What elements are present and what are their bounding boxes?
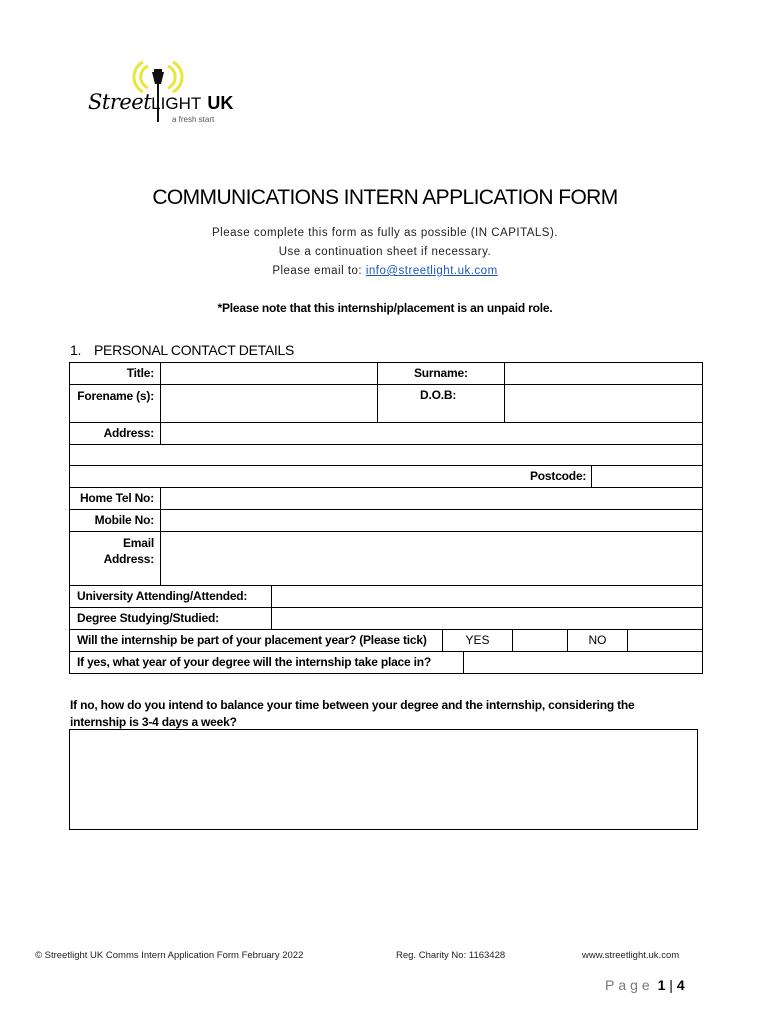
section-title: PERSONAL CONTACT DETAILS: [94, 342, 294, 358]
degree-label: Degree Studying/Studied:: [77, 611, 219, 625]
logo-brand-uk: UK: [207, 93, 234, 113]
dob-field[interactable]: [505, 385, 702, 422]
surname-label: Surname:: [414, 366, 468, 380]
no-tick-box[interactable]: [628, 630, 702, 651]
logo-brand-light: LIGHT: [151, 94, 202, 113]
streetlight-logo: [88, 58, 248, 130]
yes-label: YES: [465, 633, 490, 647]
page-label: Page: [605, 977, 654, 993]
title-label: Title:: [126, 366, 154, 380]
forename-field[interactable]: [161, 385, 377, 422]
form-title: COMMUNICATIONS INTERN APPLICATION FORM: [152, 186, 618, 209]
university-label: University Attending/Attended:: [77, 589, 248, 603]
email-field[interactable]: [161, 532, 702, 585]
email-label: Email Address:: [103, 536, 154, 566]
mobile-field[interactable]: [161, 510, 702, 531]
instruction-line-3: [0, 265, 770, 277]
address-line-2-field[interactable]: [70, 445, 702, 465]
address-label: Address:: [103, 426, 154, 440]
page-total: 4: [676, 977, 685, 993]
instruction-line-2: Use a continuation sheet if necessary.: [278, 246, 492, 258]
email-link[interactable]: info@streetlight.uk.com: [365, 265, 498, 277]
footer-website: www.streetlight.uk.com: [582, 950, 680, 961]
balance-question: If no, how do you intend to balance your time between your degree and the internship, considering the internship is 3-4 days a week?: [70, 698, 635, 729]
unpaid-note: *Please note that this internship/placement is an unpaid role.: [217, 301, 553, 315]
surname-field[interactable]: [505, 363, 702, 384]
section-heading: [70, 342, 294, 358]
which-year-label: If yes, what year of your degree will the internship take place in?: [77, 655, 432, 669]
footer-copyright: © Streetlight UK Comms Intern Application Form February 2022: [35, 950, 304, 961]
which-year-field[interactable]: [464, 652, 702, 673]
email-prefix: Please email to:: [272, 265, 366, 277]
page-number: Page 1 | 4: [605, 977, 685, 993]
home-tel-field[interactable]: [161, 488, 702, 509]
university-field[interactable]: [272, 586, 702, 607]
logo-tagline: a fresh start: [172, 115, 215, 124]
page-current: 1: [657, 977, 666, 993]
title-field[interactable]: [161, 363, 377, 384]
mobile-label: Mobile No:: [94, 513, 154, 527]
forename-label: Forename (s):: [77, 389, 154, 403]
yes-tick-box[interactable]: [513, 630, 567, 651]
postcode-field[interactable]: [592, 466, 702, 487]
dob-label: D.O.B:: [420, 388, 457, 402]
home-tel-label: Home Tel No:: [79, 491, 154, 505]
address-field[interactable]: [161, 423, 702, 444]
footer-charity: Reg. Charity No: 1163428: [396, 950, 506, 961]
placement-year-label: Will the internship be part of your placement year? (Please tick): [77, 633, 427, 647]
section-number: 1.: [70, 342, 82, 358]
logo-brand: Street: [88, 90, 152, 114]
address-line-3-field[interactable]: [70, 466, 500, 487]
no-label: NO: [588, 633, 607, 647]
degree-field[interactable]: [272, 608, 702, 629]
balance-answer-box[interactable]: [69, 729, 698, 830]
instruction-line-1: Please complete this form as fully as possible (IN CAPITALS).: [211, 227, 558, 239]
postcode-label: Postcode:: [530, 469, 587, 483]
